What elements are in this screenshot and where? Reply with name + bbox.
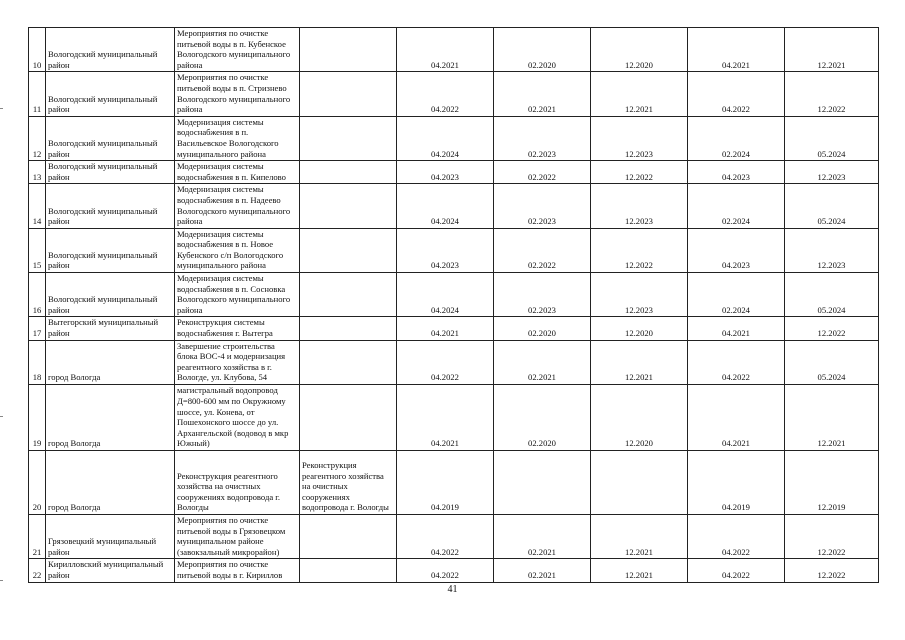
- date-cell-1: 04.2021: [397, 28, 494, 72]
- table-row: [29, 317, 879, 340]
- date-cell-2: 02.2020: [494, 28, 591, 72]
- date-cell-4: 04.2019: [688, 451, 785, 515]
- date-cell-5: 12.2022: [785, 559, 879, 582]
- table-row: [29, 116, 879, 160]
- table-row: [29, 28, 879, 72]
- extra-cell: [300, 317, 397, 340]
- date-cell-4: 04.2021: [688, 317, 785, 340]
- table-row: [29, 184, 879, 228]
- date-cell-4: 04.2022: [688, 559, 785, 582]
- date-cell-3: 12.2020: [591, 317, 688, 340]
- schedule-table: [28, 27, 879, 583]
- date-cell-1: 04.2021: [397, 385, 494, 451]
- date-cell-5: 12.2019: [785, 451, 879, 515]
- date-cell-2: [494, 451, 591, 515]
- date-cell-4: 02.2024: [688, 116, 785, 160]
- date-cell-1: 04.2024: [397, 273, 494, 317]
- date-cell-2: 02.2023: [494, 273, 591, 317]
- date-cell-2: 02.2023: [494, 116, 591, 160]
- row-number: 18: [29, 340, 46, 384]
- date-cell-1: 04.2021: [397, 317, 494, 340]
- extra-cell: [300, 161, 397, 184]
- date-cell-5: 12.2021: [785, 28, 879, 72]
- row-number: 16: [29, 273, 46, 317]
- date-cell-2: 02.2021: [494, 340, 591, 384]
- district-cell: Кирилловский муниципальный район: [46, 559, 175, 582]
- row-number: 20: [29, 451, 46, 515]
- date-cell-1: 04.2022: [397, 340, 494, 384]
- row-number: 14: [29, 184, 46, 228]
- date-cell-3: 12.2023: [591, 273, 688, 317]
- date-cell-3: [591, 451, 688, 515]
- project-name-cell: Завершение строительства блока ВОС-4 и модернизация реагентного хозяйства в г. Вологде, ул. Клубова, 54: [175, 340, 300, 384]
- table-row: [29, 559, 879, 582]
- date-cell-2: 02.2023: [494, 184, 591, 228]
- date-cell-4: 04.2021: [688, 385, 785, 451]
- date-cell-5: 05.2024: [785, 273, 879, 317]
- row-number: 22: [29, 559, 46, 582]
- table-row: [29, 161, 879, 184]
- date-cell-1: 04.2022: [397, 559, 494, 582]
- date-cell-2: 02.2020: [494, 385, 591, 451]
- page-number: 41: [447, 584, 458, 595]
- district-cell: Вологодский муниципальный район: [46, 228, 175, 272]
- extra-cell: [300, 515, 397, 559]
- extra-cell: [300, 559, 397, 582]
- date-cell-5: 12.2022: [785, 317, 879, 340]
- date-cell-3: 12.2021: [591, 559, 688, 582]
- project-name-cell: магистральный водопровод Д=800-600 мм по Окружному шоссе, ул. Конева, от Пошехонского шоссе до ул. Архангельской (водовод в мкр Южный): [175, 385, 300, 451]
- district-cell: Вологодский муниципальный район: [46, 161, 175, 184]
- date-cell-1: 04.2019: [397, 451, 494, 515]
- district-cell: Вологодский муниципальный район: [46, 72, 175, 116]
- date-cell-3: 12.2021: [591, 340, 688, 384]
- date-cell-5: 05.2024: [785, 116, 879, 160]
- date-cell-1: 04.2024: [397, 184, 494, 228]
- date-cell-1: 04.2024: [397, 116, 494, 160]
- extra-cell: [300, 28, 397, 72]
- district-cell: Вологодский муниципальный район: [46, 184, 175, 228]
- scan-edge-mark: [0, 108, 3, 109]
- date-cell-3: 12.2021: [591, 72, 688, 116]
- row-number: 10: [29, 28, 46, 72]
- project-name-cell: Реконструкция реагентного хозяйства на очистных сооружениях водопровода г. Вологды: [175, 451, 300, 515]
- row-number: 21: [29, 515, 46, 559]
- date-cell-5: 12.2023: [785, 228, 879, 272]
- extra-cell: [300, 116, 397, 160]
- date-cell-2: 02.2021: [494, 72, 591, 116]
- document-sheet: [28, 27, 879, 583]
- project-name-cell: Модернизация системы водоснабжения в п. Кипелово: [175, 161, 300, 184]
- date-cell-3: 12.2022: [591, 161, 688, 184]
- table-row: [29, 273, 879, 317]
- date-cell-4: 04.2022: [688, 515, 785, 559]
- district-cell: Вологодский муниципальный район: [46, 28, 175, 72]
- date-cell-2: 02.2021: [494, 515, 591, 559]
- date-cell-1: 04.2022: [397, 72, 494, 116]
- date-cell-2: 02.2020: [494, 317, 591, 340]
- project-name-cell: Модернизация системы водоснабжения в п. Новое Кубенского с/п Вологодского муниципального района: [175, 228, 300, 272]
- table-row: [29, 72, 879, 116]
- table-row: [29, 385, 879, 451]
- date-cell-1: 04.2023: [397, 161, 494, 184]
- table-body: [29, 28, 879, 583]
- date-cell-4: 04.2022: [688, 72, 785, 116]
- date-cell-3: 12.2023: [591, 184, 688, 228]
- table-row: [29, 451, 879, 515]
- date-cell-3: 12.2020: [591, 28, 688, 72]
- date-cell-3: 12.2021: [591, 515, 688, 559]
- district-cell: город Вологда: [46, 451, 175, 515]
- row-number: 17: [29, 317, 46, 340]
- date-cell-5: 12.2022: [785, 515, 879, 559]
- table-row: [29, 515, 879, 559]
- extra-cell: [300, 184, 397, 228]
- date-cell-4: 04.2022: [688, 340, 785, 384]
- district-cell: Вологодский муниципальный район: [46, 116, 175, 160]
- date-cell-2: 02.2022: [494, 161, 591, 184]
- district-cell: Грязовецкий муниципальный район: [46, 515, 175, 559]
- row-number: 11: [29, 72, 46, 116]
- extra-cell: [300, 273, 397, 317]
- project-name-cell: Реконструкция системы водоснабжения г. Вытегра: [175, 317, 300, 340]
- date-cell-4: 04.2023: [688, 228, 785, 272]
- date-cell-5: 12.2023: [785, 161, 879, 184]
- date-cell-2: 02.2022: [494, 228, 591, 272]
- date-cell-1: 04.2022: [397, 515, 494, 559]
- project-name-cell: Мероприятия по очистке питьевой воды в г. Кириллов: [175, 559, 300, 582]
- project-name-cell: Модернизация системы водоснабжения в п. Васильевское Вологодского муниципального района: [175, 116, 300, 160]
- district-cell: Вытегорский муниципальный район: [46, 317, 175, 340]
- row-number: 19: [29, 385, 46, 451]
- scan-edge-mark: [0, 580, 3, 581]
- extra-cell: [300, 385, 397, 451]
- project-name-cell: Модернизация системы водоснабжения в п. Надеево Вологодского муниципального района: [175, 184, 300, 228]
- date-cell-4: 02.2024: [688, 184, 785, 228]
- extra-cell: [300, 72, 397, 116]
- date-cell-5: 12.2021: [785, 385, 879, 451]
- project-name-cell: Мероприятия по очистке питьевой воды в п. Стризнево Вологодского муниципального района: [175, 72, 300, 116]
- date-cell-5: 12.2022: [785, 72, 879, 116]
- date-cell-3: 12.2022: [591, 228, 688, 272]
- extra-cell: Реконструкция реагентного хозяйства на очистных сооружениях водопровода г. Вологды: [300, 451, 397, 515]
- date-cell-5: 05.2024: [785, 184, 879, 228]
- row-number: 15: [29, 228, 46, 272]
- date-cell-5: 05.2024: [785, 340, 879, 384]
- extra-cell: [300, 340, 397, 384]
- scan-edge-mark: [0, 416, 3, 417]
- date-cell-2: 02.2021: [494, 559, 591, 582]
- date-cell-3: 12.2020: [591, 385, 688, 451]
- project-name-cell: Модернизация системы водоснабжения в п. Сосновка Вологодского муниципального района: [175, 273, 300, 317]
- date-cell-4: 02.2024: [688, 273, 785, 317]
- row-number: 12: [29, 116, 46, 160]
- date-cell-1: 04.2023: [397, 228, 494, 272]
- table-row: [29, 228, 879, 272]
- date-cell-4: 04.2021: [688, 28, 785, 72]
- district-cell: город Вологда: [46, 385, 175, 451]
- project-name-cell: Мероприятия по очистке питьевой воды в Грязовецком муниципальном районе (завокзальный микрорайон): [175, 515, 300, 559]
- row-number: 13: [29, 161, 46, 184]
- project-name-cell: Мероприятия по очистке питьевой воды в п. Кубенское Вологодского муниципального района: [175, 28, 300, 72]
- date-cell-3: 12.2023: [591, 116, 688, 160]
- date-cell-4: 04.2023: [688, 161, 785, 184]
- extra-cell: [300, 228, 397, 272]
- district-cell: город Вологда: [46, 340, 175, 384]
- table-row: [29, 340, 879, 384]
- district-cell: Вологодский муниципальный район: [46, 273, 175, 317]
